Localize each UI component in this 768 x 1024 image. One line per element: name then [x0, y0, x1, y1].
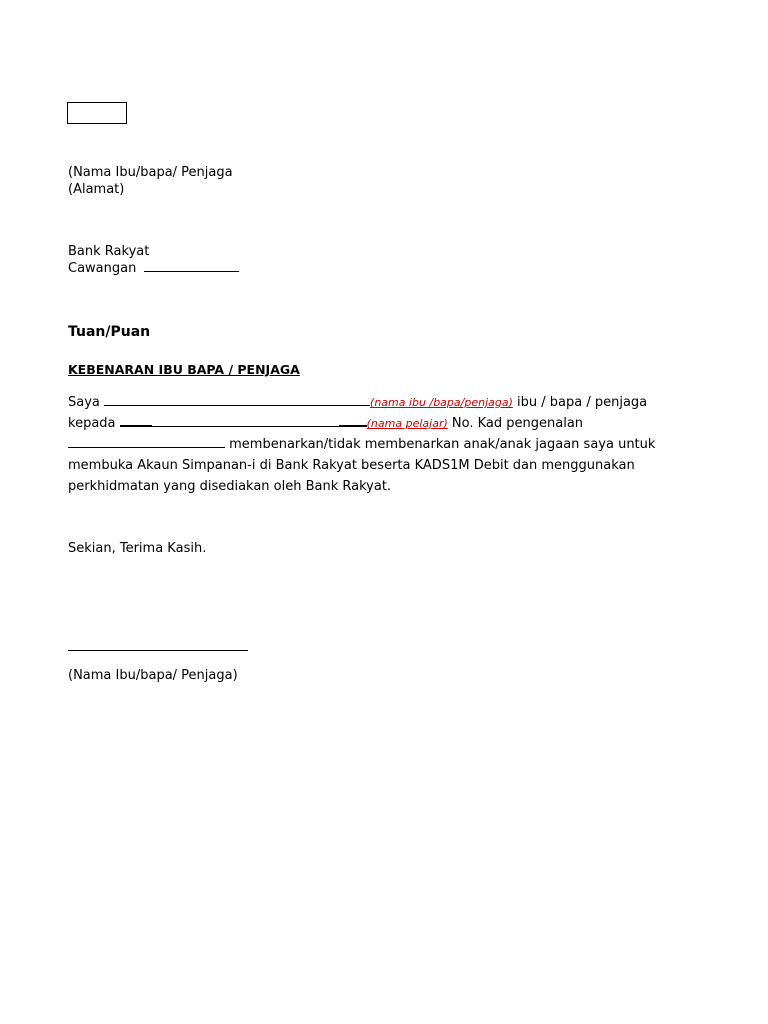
body-saya: Saya — [68, 395, 100, 410]
signer-name: (Nama Ibu/bapa/ Penjaga) — [68, 668, 238, 683]
branch-label: Cawangan — [68, 261, 137, 276]
parent-name-blank-line — [104, 393, 370, 406]
student-name-blank-short — [120, 413, 152, 427]
sender-name: (Nama Ibu/bapa/ Penjaga — [68, 165, 233, 180]
student-name-note: (nama pelajar) — [366, 417, 448, 430]
recipient-bank: Bank Rakyat — [68, 244, 150, 259]
closing-text: Sekian, Terima Kasih. — [68, 541, 207, 556]
body-line-5: perkhidmatan yang disediakan oleh Bank Rakyat. — [68, 479, 392, 494]
ic-number-blank-line — [68, 435, 225, 448]
body-ic-text: No. Kad pengenalan — [451, 416, 584, 431]
body-role-text: ibu / bapa / penjaga — [517, 395, 648, 410]
letter-body — [68, 392, 708, 497]
sender-address: (Alamat) — [68, 182, 125, 197]
body-permission-text: membenarkan/tidak membenarkan anak/anak jagaan saya untuk — [229, 437, 656, 452]
student-name-blank-end — [339, 413, 367, 427]
recipient-block — [68, 243, 239, 277]
salutation: Tuan/Puan — [68, 324, 151, 340]
sender-block — [68, 164, 233, 198]
parent-name-note: (nama ibu /bapa/penjaga) — [370, 396, 513, 409]
body-line-3 — [68, 434, 708, 455]
signature-line — [68, 650, 248, 651]
letter-subject: KEBENARAN IBU BAPA / PENJAGA — [68, 362, 300, 377]
body-line-2 — [68, 413, 708, 434]
body-line-1 — [68, 392, 708, 413]
student-name-blank-line — [152, 414, 339, 427]
body-kepada: kepada — [68, 416, 116, 431]
recipient-branch — [68, 260, 239, 277]
date-box — [67, 102, 127, 124]
body-line-4: membuka Akaun Simpanan-i di Bank Rakyat beserta KADS1M Debit dan menggunakan — [68, 458, 635, 473]
branch-blank-line — [144, 260, 239, 272]
